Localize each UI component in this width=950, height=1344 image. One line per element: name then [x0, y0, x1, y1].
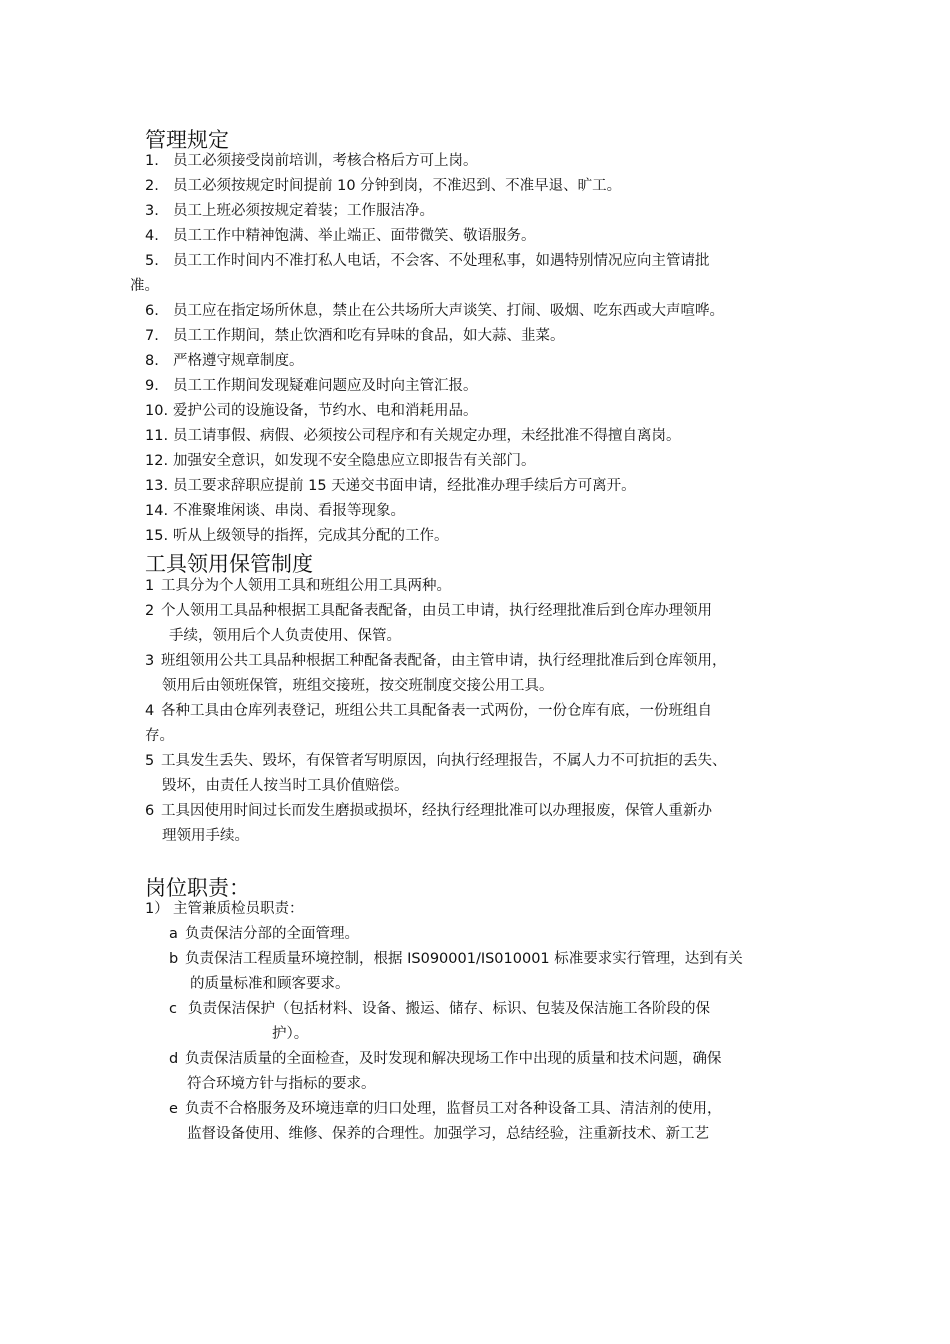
item-letter: a	[169, 926, 178, 942]
list-item	[145, 401, 478, 421]
item-text: 爱护公司的设施设备，节约水、电和消耗用品。	[173, 403, 478, 419]
list-item	[145, 376, 478, 396]
item-text: 严格遵守规章制度。	[173, 353, 304, 369]
item-number: 7.	[145, 328, 159, 344]
list-item	[145, 801, 712, 821]
item-number: 2.	[145, 178, 159, 194]
list-item-continuation: 准。	[130, 278, 159, 294]
list-item-continuation: 符合环境方针与指标的要求。	[187, 1076, 376, 1092]
list-item	[169, 1099, 722, 1119]
list-item	[169, 999, 710, 1019]
item-number: 9.	[145, 378, 159, 394]
list-item	[145, 526, 449, 546]
section-title-job-duties: 岗位职责：	[145, 876, 250, 900]
item-number: 14.	[145, 503, 169, 519]
item-text: 员工应在指定场所休息，禁止在公共场所大声谈笑、打闹、吸烟、吃东西或大声喧哗。	[173, 303, 724, 319]
item-text: 负责保洁分部的全面管理。	[185, 926, 359, 942]
item-number: 3	[145, 653, 155, 669]
item-number: 4.	[145, 228, 159, 244]
list-item-continuation: 手续，领用后个人负责使用、保管。	[169, 628, 401, 644]
list-item	[145, 326, 565, 346]
list-item-continuation: 领用后由领班保管，班组交接班，按交班制度交接公用工具。	[162, 678, 554, 694]
list-item	[169, 949, 743, 969]
item-text: 负责不合格服务及环境违章的归口处理，监督员工对各种设备工具、清洁剂的使用，	[185, 1101, 722, 1117]
list-item-continuation: 毁坏，由责任人按当时工具价值赔偿。	[162, 778, 409, 794]
section-title-tool-custody-rules: 工具领用保管制度	[145, 552, 313, 576]
item-text: 工具因使用时间过长而发生磨损或损坏，经执行经理批准可以办理报废，保管人重新办	[161, 803, 712, 819]
item-number: 4	[145, 703, 155, 719]
item-letter: c	[169, 1001, 177, 1017]
list-item	[145, 226, 536, 246]
item-text: 不准聚堆闲谈、串岗、看报等现象。	[173, 503, 405, 519]
item-text: 个人领用工具品种根据工具配备表配备，由员工申请，执行经理批准后到仓库办理领用	[161, 603, 712, 619]
item-text: 负责保洁工程质量环境控制，根据 IS090001/IS010001 标准要求实行管理，达到有关	[185, 951, 743, 967]
item-text: 员工要求辞职应提前 15 天递交书面申请，经批准办理手续后方可离开。	[173, 478, 636, 494]
item-number: 2	[145, 603, 155, 619]
item-letter: e	[169, 1101, 178, 1117]
item-number: 11.	[145, 428, 169, 444]
list-item	[145, 301, 724, 321]
item-number: 10.	[145, 403, 169, 419]
item-text: 员工必须按规定时间提前 10 分钟到岗，不准迟到、不准早退、旷工。	[173, 178, 622, 194]
item-text: 主管兼质检员职责：	[173, 901, 304, 917]
item-text: 员工工作中精神饱满、举止端正、面带微笑、敬语服务。	[173, 228, 536, 244]
item-text: 员工上班必须按规定着装；工作服洁净。	[173, 203, 434, 219]
item-text: 班组领用公共工具品种根据工种配备表配备，由主管申请，执行经理批准后到仓库领用，	[161, 653, 727, 669]
list-item-continuation: 监督设备使用、维修、保养的合理性。加强学习，总结经验，注重新技术、新工艺	[187, 1126, 709, 1142]
item-text: 员工请事假、病假、必须按公司程序和有关规定办理，未经批准不得擅自离岗。	[173, 428, 681, 444]
list-item	[145, 501, 405, 521]
item-letter: b	[169, 951, 179, 967]
item-number: 1）	[145, 901, 169, 917]
list-item	[145, 351, 304, 371]
item-text: 员工工作期间，禁止饮酒和吃有异味的食品，如大蒜、韭菜。	[173, 328, 565, 344]
item-number: 15.	[145, 528, 169, 544]
item-number: 5	[145, 753, 155, 769]
item-text: 员工必须接受岗前培训，考核合格后方可上岗。	[173, 153, 478, 169]
item-text: 加强安全意识，如发现不安全隐患应立即报告有关部门。	[173, 453, 536, 469]
list-item	[145, 751, 727, 771]
item-number: 3.	[145, 203, 159, 219]
item-number: 1	[145, 578, 155, 594]
item-number: 6	[145, 803, 155, 819]
list-item	[145, 251, 710, 271]
list-item	[169, 924, 359, 944]
item-text: 员工工作时间内不准打私人电话，不会客、不处理私事，如遇特别情况应向主管请批	[173, 253, 710, 269]
list-item	[145, 176, 621, 196]
item-text: 负责保洁保护（包括材料、设备、搬运、储存、标识、包装及保洁施工各阶段的保	[188, 1001, 710, 1017]
item-text: 工具分为个人领用工具和班组公用工具两种。	[161, 578, 451, 594]
list-item	[145, 576, 451, 596]
sub-heading	[145, 899, 304, 919]
item-text: 工具发生丢失、毁坏，有保管者写明原因，向执行经理报告，不属人力不可抗拒的丢失、	[161, 753, 727, 769]
list-item-continuation: 存。	[145, 728, 174, 744]
item-text: 员工工作期间发现疑难问题应及时向主管汇报。	[173, 378, 478, 394]
list-item	[145, 201, 434, 221]
list-item-continuation: 的质量标准和顾客要求。	[190, 976, 350, 992]
item-number: 8.	[145, 353, 159, 369]
list-item-continuation: 护）。	[272, 1026, 309, 1042]
item-text: 听从上级领导的指挥，完成其分配的工作。	[173, 528, 449, 544]
item-letter: d	[169, 1051, 179, 1067]
item-number: 5.	[145, 253, 159, 269]
item-number: 6.	[145, 303, 159, 319]
list-item	[145, 601, 712, 621]
list-item	[145, 451, 536, 471]
item-text: 负责保洁质量的全面检查，及时发现和解决现场工作中出现的质量和技术问题，确保	[185, 1051, 722, 1067]
item-number: 13.	[145, 478, 169, 494]
list-item	[145, 426, 681, 446]
list-item	[145, 151, 478, 171]
item-number: 12.	[145, 453, 169, 469]
list-item	[145, 651, 727, 671]
item-text: 各种工具由仓库列表登记，班组公共工具配备表一式两份，一份仓库有底，一份班组自	[161, 703, 712, 719]
section-title-management-rules: 管理规定	[145, 128, 229, 152]
list-item	[145, 476, 636, 496]
list-item-continuation: 理领用手续。	[162, 828, 249, 844]
list-item	[145, 701, 712, 721]
item-number: 1.	[145, 153, 159, 169]
list-item	[169, 1049, 722, 1069]
